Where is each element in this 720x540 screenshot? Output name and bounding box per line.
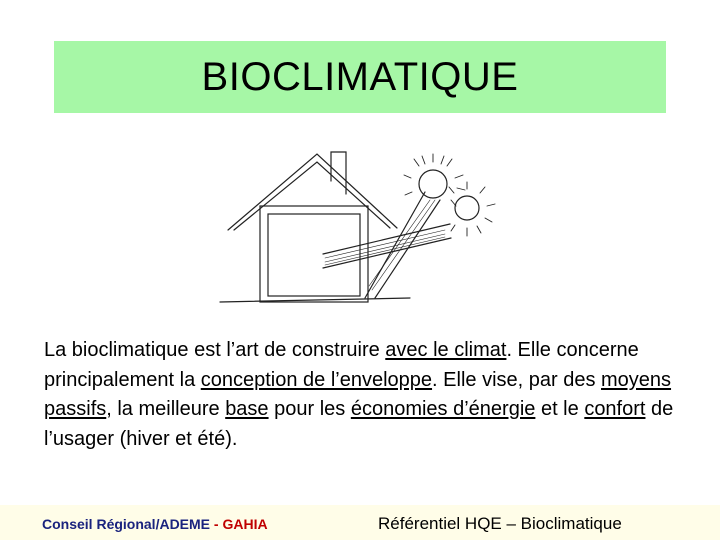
footer-organization — [42, 516, 268, 532]
text-segment: et le — [535, 398, 585, 420]
underlined-term-base: base — [225, 398, 269, 420]
description-paragraph — [44, 336, 684, 454]
footer-project-name: GAHIA — [222, 516, 268, 532]
title-banner — [54, 41, 666, 113]
text-segment: . Elle vise, par des — [432, 368, 602, 391]
slide-title: BIOCLIMATIQUE — [201, 54, 519, 99]
underlined-term-enveloppe: conception de l’enveloppe — [200, 368, 433, 391]
text-segment: La bioclimatique est l’art de construire — [44, 339, 386, 361]
underlined-term-moyens-passifs: moyens passifs — [44, 368, 672, 420]
text-segment: de l’usager (hiver et été). — [44, 398, 674, 450]
footer-bar — [0, 505, 720, 540]
footer-separator: - — [210, 516, 223, 532]
text-segment: , la meilleure — [106, 398, 226, 420]
underlined-term-economies: économies d’énergie — [350, 398, 536, 420]
footer-reference: Référentiel HQE – Bioclimatique — [378, 514, 622, 533]
text-segment: pour les — [268, 398, 351, 420]
underlined-term-confort: confort — [584, 398, 646, 420]
underlined-term-climat: avec le climat — [385, 339, 507, 361]
text-segment: . Elle concerne principalement la — [44, 339, 639, 391]
bioclimatic-house-sun-icon — [215, 148, 515, 308]
footer-org-name: Conseil Régional/ADEME — [42, 516, 211, 532]
